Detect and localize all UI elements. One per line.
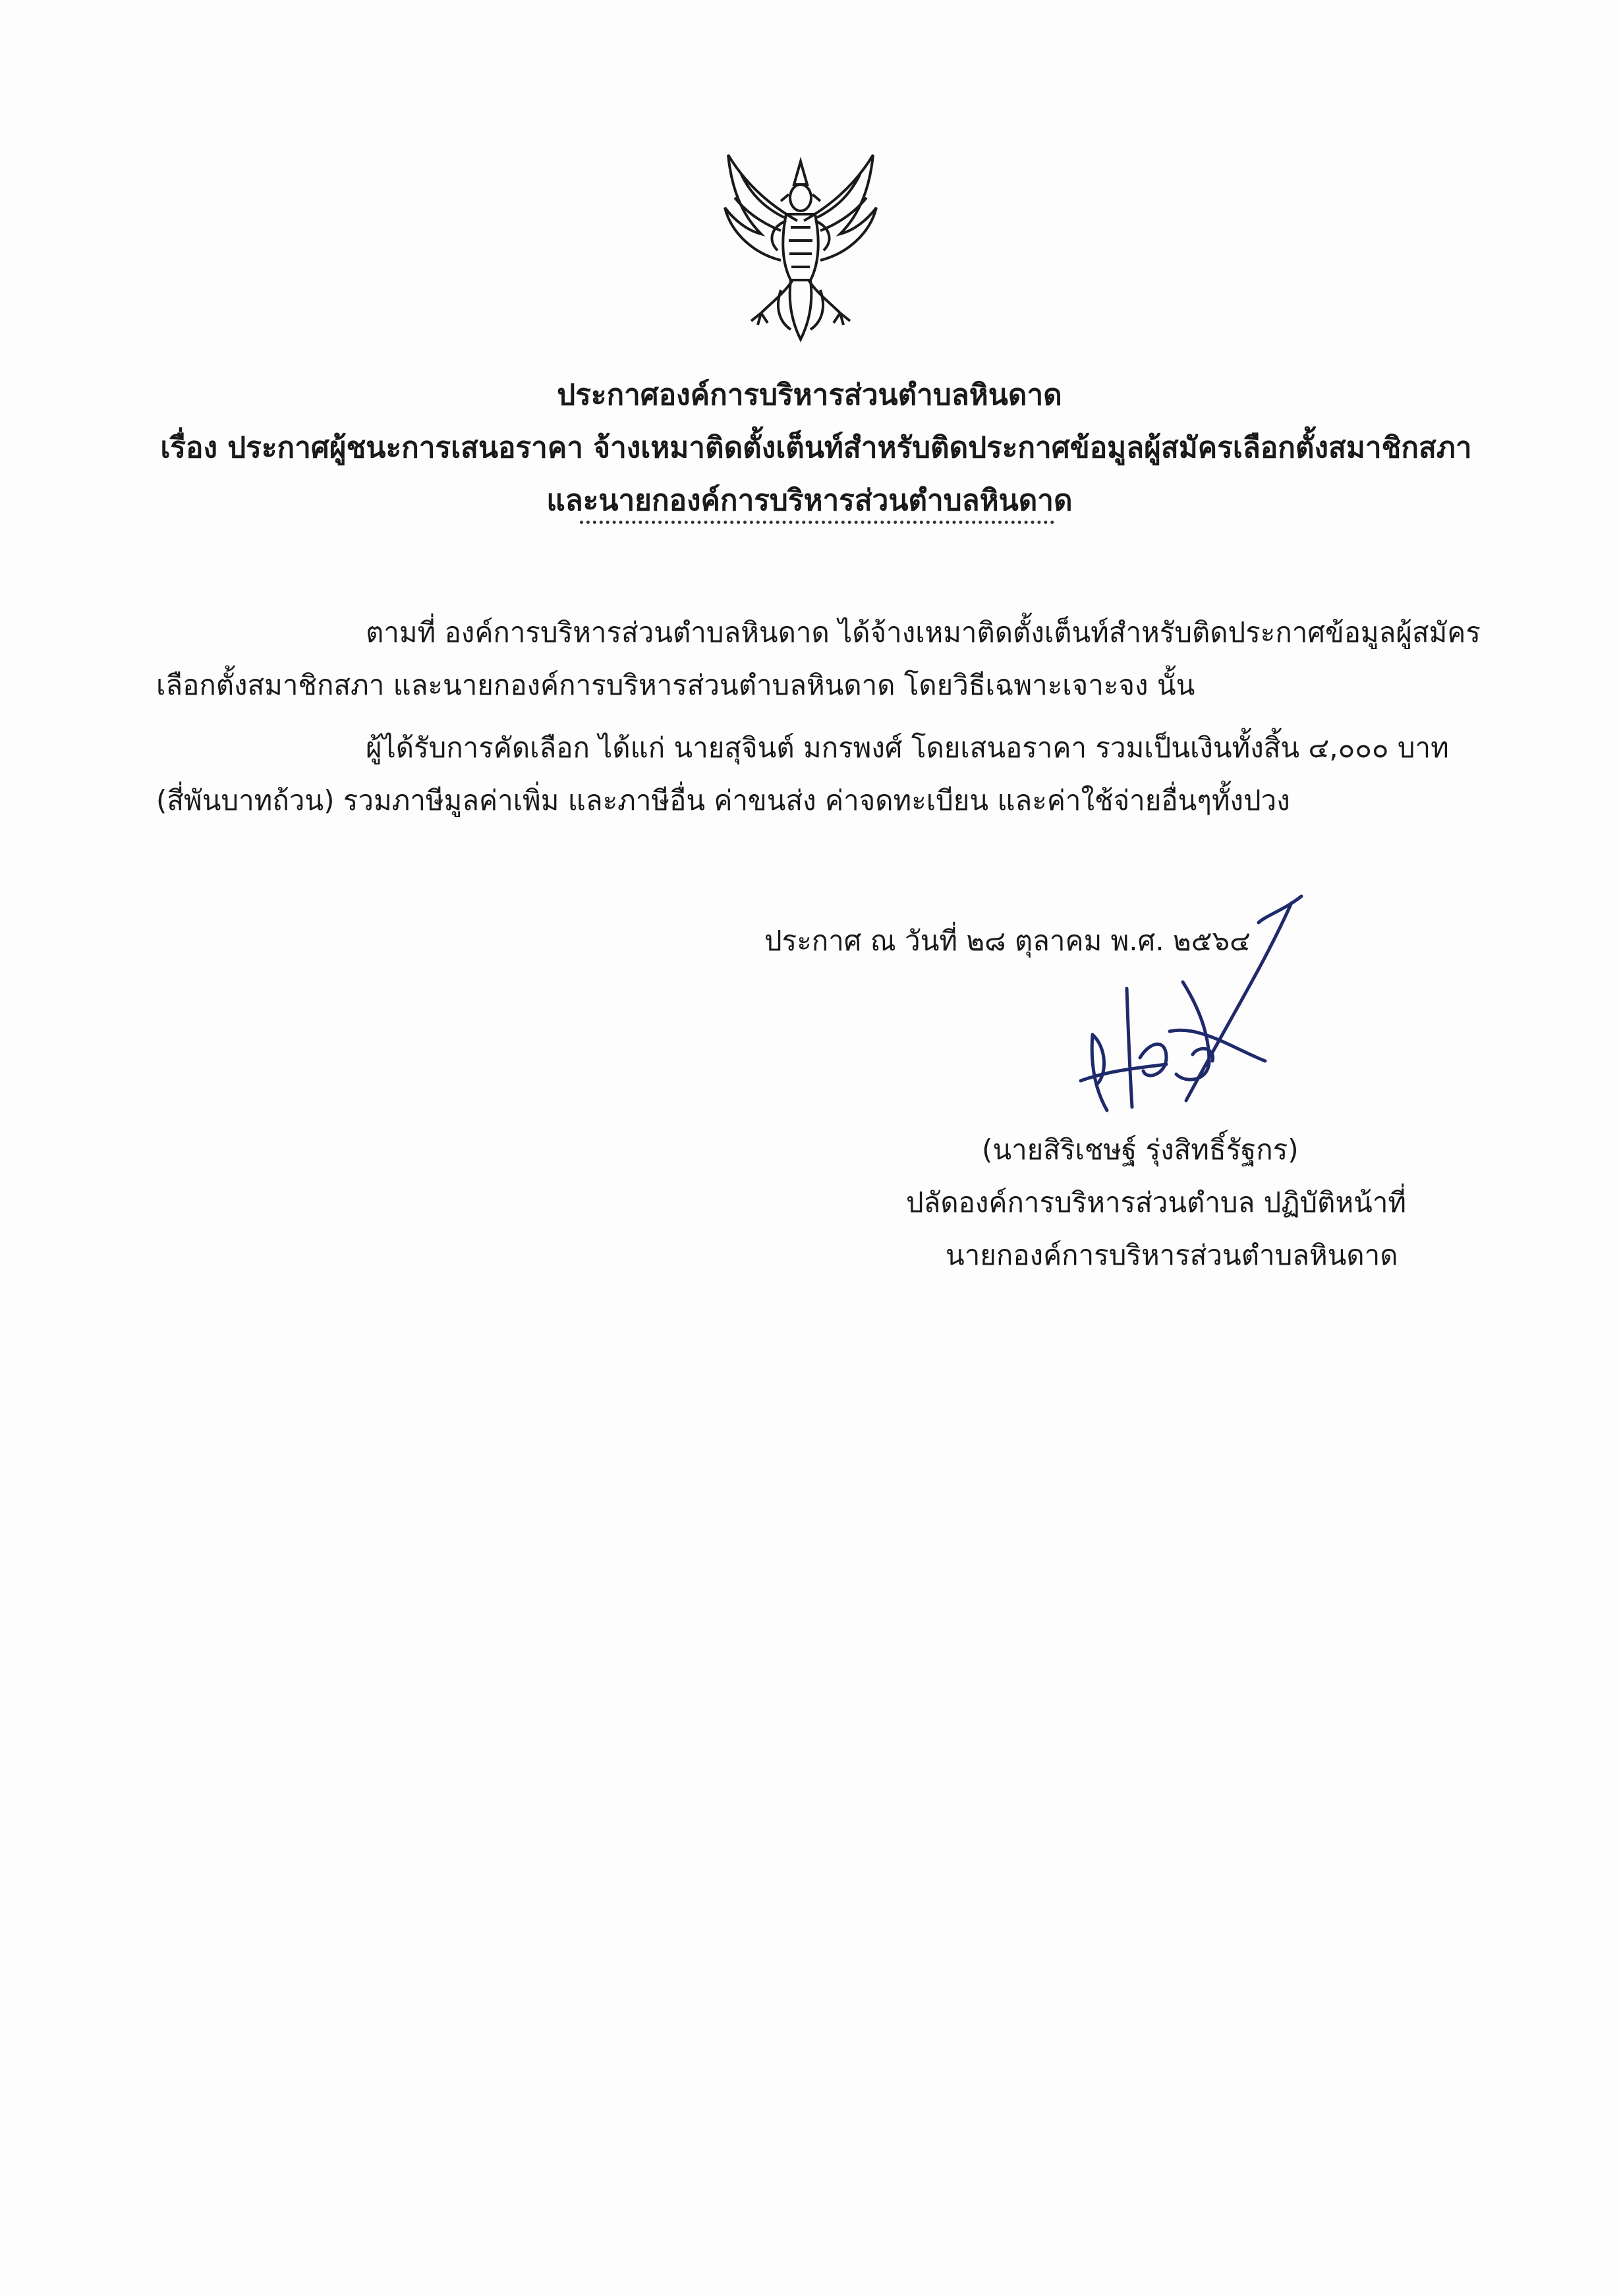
announcement-date: ประกาศ ณ วันที่ ๒๘ ตุลาคม พ.ศ. ๒๕๖๔ (764, 925, 1251, 957)
paragraph-2-line-1: ผู้ได้รับการคัดเลือก ได้แก่ นายสุจินต์ มกรพงศ์ โดยเสนอราคา รวมเป็นเงินทั้งสิ้น ๔,๐๐๐ บาท (366, 732, 1449, 764)
garuda-emblem-icon (715, 148, 886, 346)
subject-heading: เรื่อง ประกาศผู้ชนะการเสนอราคา จ้างเหมาติดตั้งเต็นท์สำหรับติดประกาศข้อมูลผู้สมัครเลือกตั้งสมาชิกสภา (160, 431, 1472, 465)
paragraph-1-line-1: ตามที่ องค์การบริหารส่วนตำบลหินดาด ได้จ้างเหมาติดตั้งเต็นท์สำหรับติดประกาศข้อมูลผู้สมัคร (366, 616, 1481, 648)
signer-name: (นายสิริเชษฐ์ รุ่งสิทธิ์รัฐกร) (982, 1134, 1299, 1166)
announcement-title (0, 369, 1619, 527)
paragraph-2-line-2: (สี่พันบาทถ้วน) รวมภาษีมูลค่าเพิ่ม และภาษีอื่น ค่าขนส่ง ค่าจดทะเบียน และค่าใช้จ่ายอื่นๆทั้งปวง (156, 784, 1290, 817)
org-heading: ประกาศองค์การบริหารส่วนตำบลหินดาด (557, 378, 1062, 412)
signer-position-1: ปลัดองค์การบริหารส่วนตำบล ปฏิบัติหน้าที่ (906, 1186, 1407, 1219)
subject-heading-continued: และนายกองค์การบริหารส่วนตำบลหินดาด (546, 484, 1073, 517)
signer-position-2: นายกองค์การบริหารส่วนตำบลหินดาด (946, 1239, 1398, 1271)
paragraph-1-line-2: เลือกตั้งสมาชิกสภา และนายกองค์การบริหารส่วนตำบลหินดาด โดยวิธีเฉพาะเจาะจง นั้น (156, 669, 1195, 701)
handwritten-signature (1067, 883, 1318, 1120)
dotted-divider (580, 521, 1054, 524)
